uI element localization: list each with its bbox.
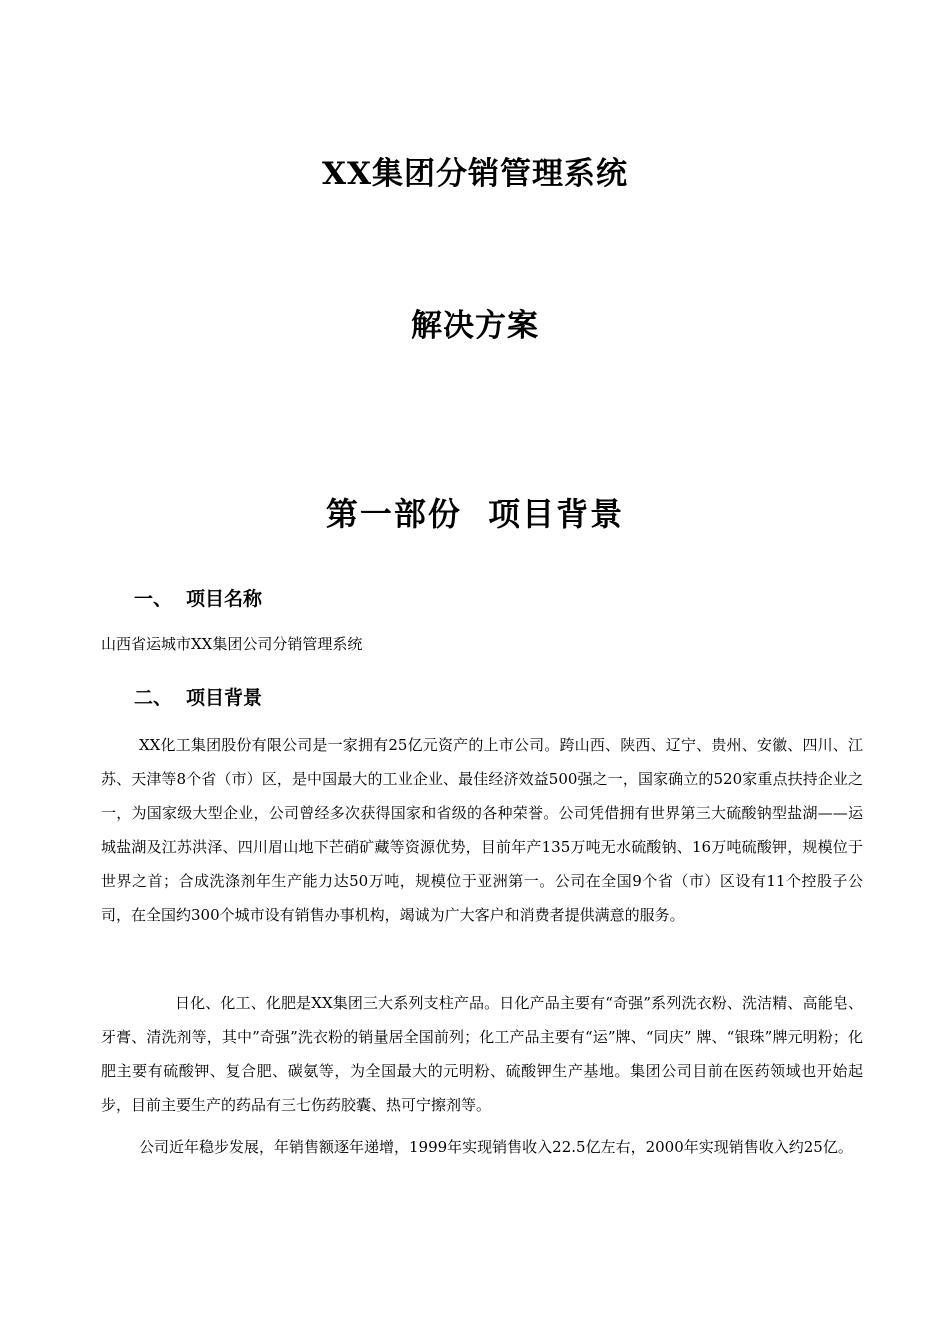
section-heading-text-1: 项目名称 xyxy=(186,588,263,610)
document-subtitle: 解决方案 xyxy=(411,308,539,344)
background-paragraph-3: 公司近年稳步发展，年销售额逐年递增，1999年实现销售收入22.5亿左右，2000年实现销售收入约25亿。 xyxy=(139,1138,853,1156)
part-title: 第一部份 项目背景 xyxy=(325,495,625,533)
background-paragraph-1: XX化工集团股份有限公司是一家拥有25亿元资产的上市公司。跨山西、陕西、辽宁、贵州、安徽、四川、江苏、天津等8个省（市）区，是中国最大的工业企业、最佳经济效益500强之一，国家确立的520家重点扶持企业之一，为国家级大型企业，公司曾经多次获得国家和省级的各种荣誉。公司凭借拥有世界第三大硫酸钠型盐湖——运城盐湖及江苏洪泽、四川眉山地下芒硝矿藏等资源优势，目前年产135万吨无水硫酸钠、16万吨硫酸钾，规模位于世界之首；合成洗涤剂年生产能力达50万吨，规模位于亚洲第一。公司在全国9个省（市）区设有11个控股子公司，在全国约300个城市设有销售办事机构，竭诚为广大客户和消费者提供满意的服务。 xyxy=(101,736,863,924)
section-heading-1 xyxy=(134,586,262,612)
document-title: XX集团分销管理系统 xyxy=(321,156,629,192)
section-heading-2 xyxy=(134,685,262,711)
background-paragraph-2: 日化、化工、化肥是XX集团三大系列支柱产品。日化产品主要有“奇强”系列洗衣粉、洗洁精、高能皂、牙膏、清洗剂等，其中”奇强”洗衣粉的销量居全国前列；化工产品主要有“运”牌、“同庆” 牌、“银珠”牌元明粉；化肥主要有硫酸钾、复合肥、碳氨等，为全国最大的元明粉、硫酸钾生产基地。集团公司目前在医药领域也开始起步，目前主要生产的药品有三七伤药胶囊、热可宁擦剂等。 xyxy=(101,994,863,1114)
project-name-text: 山西省运城市XX集团公司分销管理系统 xyxy=(101,635,363,653)
section-heading-text-2: 项目背景 xyxy=(186,687,263,709)
section-number-1: 一、 xyxy=(134,588,173,610)
section-number-2: 二、 xyxy=(134,687,173,709)
